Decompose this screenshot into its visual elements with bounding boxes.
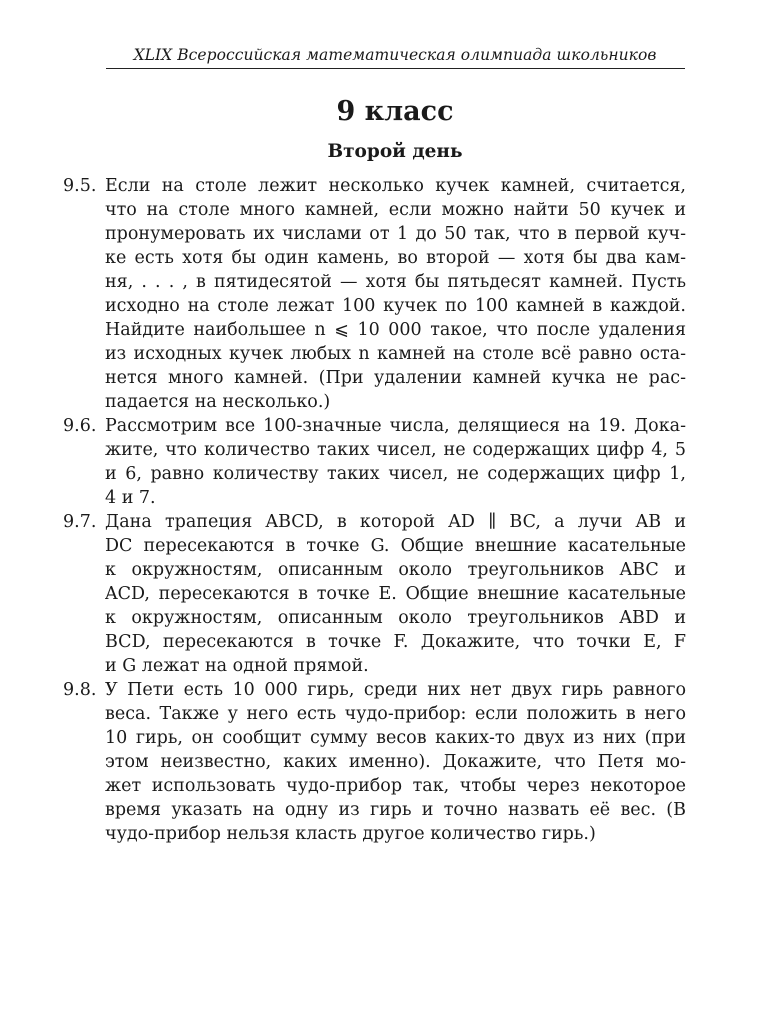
- text-line: жет использовать чудо-прибор так, чтобы через некоторое: [105, 776, 686, 796]
- text-line: что на столе много камней, если можно найти 50 кучек и: [105, 200, 686, 220]
- text-line: нется много камней. (При удалении камней кучка не рас-: [105, 368, 686, 388]
- text-line: веса. Также у него есть чудо-прибор: если положить в него: [105, 704, 686, 724]
- text-line: к окружностям, описанным около треугольников ABC и: [105, 560, 686, 580]
- problem-text: [105, 174, 686, 414]
- text-line: Если на столе лежит несколько кучек камней, считается,: [105, 176, 686, 196]
- text-line: У Пети есть 10 000 гирь, среди них нет двух гирь равного: [105, 680, 686, 700]
- text-line: и 6, равно количеству таких чисел, не содержащих цифр 1,: [105, 464, 686, 484]
- problem-number: 9.8.: [63, 680, 97, 700]
- text-line: жите, что количество таких чисел, не содержащих цифр 4, 5: [105, 440, 686, 460]
- text-line: Рассмотрим все 100-значные числа, делящиеся на 19. Дока-: [105, 416, 686, 436]
- text-line: чудо-прибор нельзя класть другое количество гирь.): [105, 824, 596, 844]
- problem-number: 9.6.: [63, 416, 97, 436]
- header-rule: [106, 68, 685, 69]
- problem-list: [63, 174, 686, 846]
- text-line: падается на несколько.): [105, 392, 331, 412]
- text-line: и G лежат на одной прямой.: [105, 656, 369, 676]
- problem-text: [105, 510, 686, 678]
- text-line: пронумеровать их числами от 1 до 50 так, что в первой куч-: [105, 224, 686, 244]
- text-line: к окружностям, описанным около треугольников ABD и: [105, 608, 686, 628]
- problem-number: 9.5.: [63, 176, 97, 196]
- problem-number: 9.7.: [63, 512, 97, 532]
- problem-9-8: [63, 678, 686, 846]
- running-header: XLIX Всероссийская математическая олимпиада школьников: [133, 46, 657, 64]
- page-title: 9 класс: [336, 96, 454, 127]
- text-line: из исходных кучек любых n камней на столе всё равно оста-: [105, 344, 686, 364]
- text-line: этом неизвестно, каких именно). Докажите, что Петя мо-: [105, 752, 686, 772]
- problem-9-7: [63, 510, 686, 678]
- text-line: ке есть хотя бы один камень, во второй — хотя бы два кам-: [105, 248, 686, 268]
- text-line: ня, . . . , в пятидесятой — хотя бы пятьдесят камней. Пусть: [105, 272, 686, 292]
- text-line: Дана трапеция ABCD, в которой AD ∥ BC, а лучи AB и: [105, 512, 686, 532]
- problem-text: [105, 678, 686, 846]
- text-line: исходно на столе лежат 100 кучек по 100 камней в каждой.: [105, 296, 686, 316]
- text-line: Найдите наибольшее n ⩽ 10 000 такое, что после удаления: [105, 320, 686, 340]
- problem-9-5: [63, 174, 686, 414]
- text-line: 10 гирь, он сообщит сумму весов каких-то двух из них (при: [105, 728, 686, 748]
- problem-text: [105, 414, 686, 510]
- text-line: BCD, пересекаются в точке F. Докажите, что точки E, F: [105, 632, 686, 652]
- text-line: ACD, пересекаются в точке E. Общие внешние касательные: [105, 584, 686, 604]
- text-line: 4 и 7.: [105, 488, 156, 508]
- problem-9-6: [63, 414, 686, 510]
- section-subtitle: Второй день: [327, 141, 463, 162]
- text-line: DC пересекаются в точке G. Общие внешние касательные: [105, 536, 686, 556]
- text-line: время указать на одну из гирь и точно назвать её вес. (В: [105, 800, 686, 820]
